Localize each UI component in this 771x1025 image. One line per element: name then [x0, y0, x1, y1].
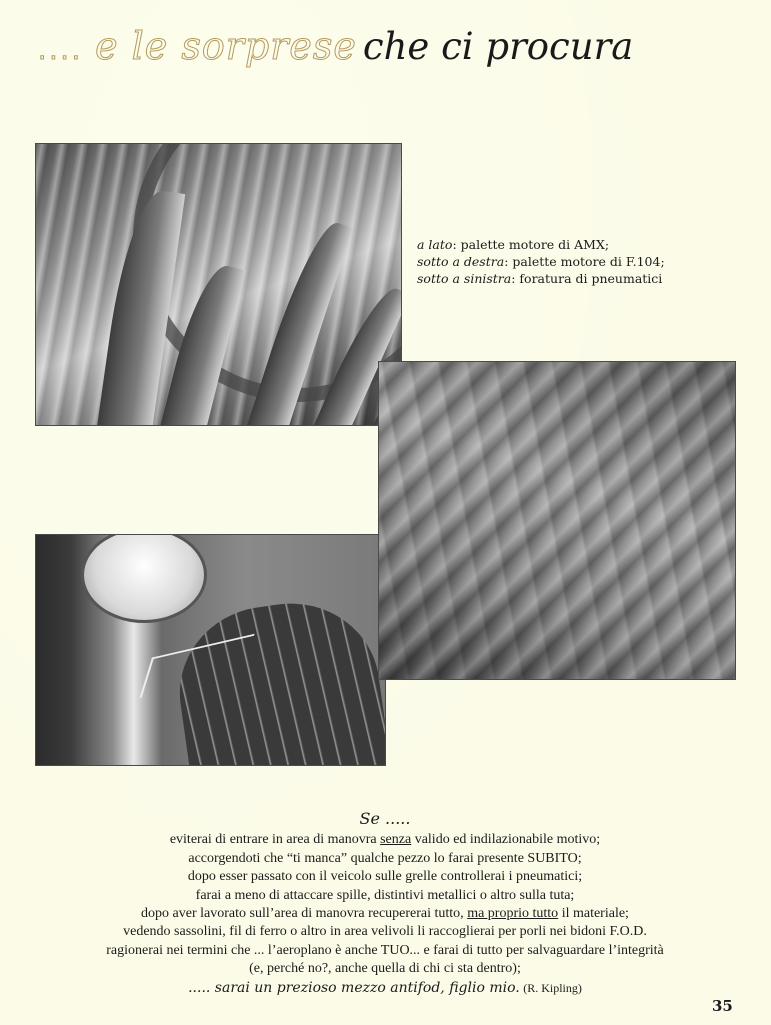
photo-amx-engine-blades [35, 143, 402, 426]
poem-line [40, 831, 730, 849]
poem-text: il materiale; [558, 906, 629, 922]
photo-caption [417, 236, 665, 287]
title-solid-text: che ci procura [362, 25, 634, 68]
poem-credit: (R. Kipling) [523, 980, 582, 995]
poem-text: ragionerai nei termini che ... l’aeroplano è anche TUO... e farai di tutto per salvaguardare l’integrità [106, 942, 664, 958]
poem-text: dopo esser passato con il veicolo sulle grelle controllerai i pneumatici; [187, 869, 583, 885]
poem-closing-line [40, 979, 730, 998]
poem-line [40, 923, 730, 941]
poem-underlined-text: ma proprio tutto [467, 906, 559, 922]
poem-line [40, 960, 730, 978]
poem-text: vedendo sassolini, fil di ferro o altro in area velivoli li raccoglierai per porli nei bidoni F.O.D. [123, 924, 647, 940]
caption-label: a lato [417, 237, 453, 252]
title-dots: .... [38, 36, 84, 66]
caption-text: : foratura di pneumatici [511, 271, 663, 286]
poem-heading: Se ..... [359, 809, 411, 828]
caption-line [417, 253, 665, 270]
poem-text: farai a meno di attaccare spille, distintivi metallici o altro sulla tuta; [195, 887, 575, 903]
poem-text: eviterai di entrare in area di manovra [169, 832, 381, 848]
poem-closing: ..... sarai un prezioso mezzo antifod, figlio mio. [188, 979, 520, 996]
caption-line [417, 236, 665, 253]
poem-line [40, 887, 730, 905]
poem-block [40, 810, 730, 998]
caption-line [417, 270, 665, 287]
photo-f104-engine-vanes [378, 361, 736, 680]
lamp-shape [81, 534, 207, 623]
caption-text: : palette motore di AMX; [452, 237, 610, 252]
photo-punctured-tire [35, 534, 386, 766]
poem-text: valido ed indilazionabile motivo; [411, 832, 601, 848]
poem-text: accorgendoti che “ti manca” qualche pezzo lo farai presente SUBITO; [188, 850, 582, 866]
caption-text: : palette motore di F.104; [504, 254, 665, 269]
poem-line [40, 942, 730, 960]
caption-label: sotto a destra [417, 254, 505, 269]
poem-line [40, 850, 730, 868]
page-title [38, 24, 738, 84]
poem-line [40, 905, 730, 923]
page-number: 35 [712, 997, 733, 1015]
poem-text: (e, perché no?, anche quella di chi ci sta dentro); [249, 961, 521, 977]
poem-text: dopo aver lavorato sull’area di manovra recupererai tutto, [141, 906, 468, 922]
poem-line [40, 868, 730, 886]
caption-label: sotto a sinistra [417, 271, 512, 286]
title-outlined-text: e le sorprese [95, 24, 357, 68]
poem-underlined-text: senza [380, 832, 412, 848]
